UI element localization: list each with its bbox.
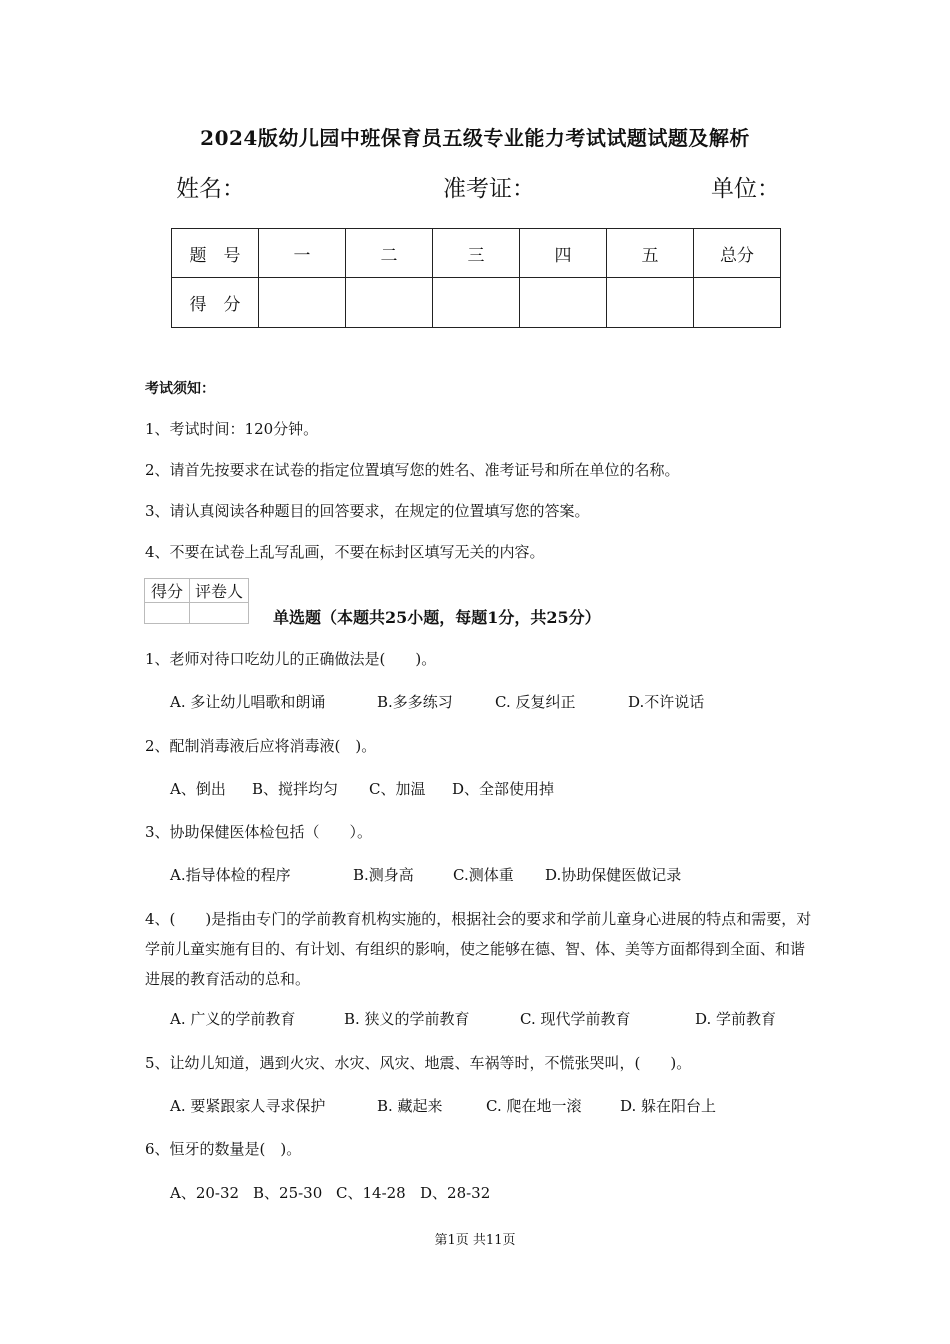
score-cell <box>694 278 781 328</box>
question-stem: 1、老师对待口吃幼儿的正确做法是( )。 <box>145 650 437 668</box>
notice-item: 2、请首先按要求在试卷的指定位置填写您的姓名、准考证号和所在单位的名称。 <box>145 461 680 479</box>
score-header-cell: 二 <box>346 229 433 278</box>
question-stem: 3、协助保健医体检包括（ ）。 <box>145 823 373 841</box>
score-table-header-row <box>172 229 781 278</box>
option: D. 躲在阳台上 <box>620 1097 717 1115</box>
page-title: 2024版幼儿园中班保育员五级专业能力考试试题试题及解析 <box>200 126 750 150</box>
score-cell <box>607 278 694 328</box>
option: B、搅拌均匀 <box>252 780 339 798</box>
score-cell <box>346 278 433 328</box>
option: B.测身高 <box>353 866 414 884</box>
option: D.协助保健医做记录 <box>545 866 682 884</box>
score-header-cell: 题 号 <box>172 229 259 278</box>
score-header-cell: 一 <box>259 229 346 278</box>
score-header-cell: 四 <box>520 229 607 278</box>
option: A、倒出 <box>170 780 226 798</box>
option: D. 学前教育 <box>695 1010 777 1028</box>
score-row-label: 得 分 <box>172 278 259 328</box>
option: B.多多练习 <box>377 693 453 711</box>
option: A.指导体检的程序 <box>170 866 291 884</box>
score-table-score-row <box>172 278 781 328</box>
name-label: 姓名： <box>176 176 245 202</box>
notice-item: 3、请认真阅读各种题目的回答要求，在规定的位置填写您的答案。 <box>145 502 590 520</box>
option: B. 狭义的学前教育 <box>344 1010 470 1028</box>
score-cell <box>520 278 607 328</box>
option: D、全部使用掉 <box>452 780 555 798</box>
grader-score-cell <box>145 603 190 624</box>
option: A. 广义的学前教育 <box>170 1010 296 1028</box>
question-stem: 6、恒牙的数量是( )。 <box>145 1140 302 1158</box>
score-header-cell: 三 <box>433 229 520 278</box>
score-header-cell: 总分 <box>694 229 781 278</box>
option: A、20-32 <box>170 1184 240 1202</box>
grader-reviewer-label: 评卷人 <box>190 579 249 603</box>
notice-heading: 考试须知： <box>145 381 215 397</box>
grader-reviewer-cell <box>190 603 249 624</box>
question-stem: 2、配制消毒液后应将消毒液( )。 <box>145 737 377 755</box>
unit-label: 单位： <box>711 176 780 202</box>
option: B. 藏起来 <box>377 1097 443 1115</box>
option: D、28-32 <box>420 1184 491 1202</box>
notice-item: 4、不要在试卷上乱写乱画，不要在标封区填写无关的内容。 <box>145 543 545 561</box>
option: C、14-28 <box>336 1184 406 1202</box>
option: D.不许说话 <box>628 693 705 711</box>
option: C. 爬在地一滚 <box>486 1097 582 1115</box>
option: C. 反复纠正 <box>495 693 576 711</box>
option: A. 多让幼儿唱歌和朗诵 <box>170 693 326 711</box>
score-cell <box>259 278 346 328</box>
page-footer: 第1页 共11页 <box>434 1233 516 1248</box>
score-cell <box>433 278 520 328</box>
exam-number-label: 准考证： <box>443 176 535 202</box>
option: C、加温 <box>369 780 426 798</box>
grader-box <box>144 578 249 624</box>
option: A. 要紧跟家人寻求保护 <box>170 1097 326 1115</box>
question-stem: 5、让幼儿知道，遇到火灾、水灾、风灾、地震、车祸等时，不慌张哭叫，( )。 <box>145 1054 692 1072</box>
score-header-cell: 五 <box>607 229 694 278</box>
section-title: 单选题（本题共25小题，每题1分，共25分） <box>273 608 601 627</box>
score-table <box>171 228 781 328</box>
question-stem: 4、( )是指由专门的学前教育机构实施的，根据社会的要求和学前儿童身心进展的特点和需要，对学前儿童实施有目的、有计划、有组织的影响，使之能够在德、智、体、美等方面都得到全面、和谐进展的教育活动的总和。 <box>145 910 812 988</box>
notice-item: 1、考试时间：120分钟。 <box>145 420 319 438</box>
option: C.测体重 <box>453 866 514 884</box>
grader-score-label: 得分 <box>145 579 190 603</box>
option: B、25-30 <box>253 1184 323 1202</box>
option: C. 现代学前教育 <box>520 1010 631 1028</box>
